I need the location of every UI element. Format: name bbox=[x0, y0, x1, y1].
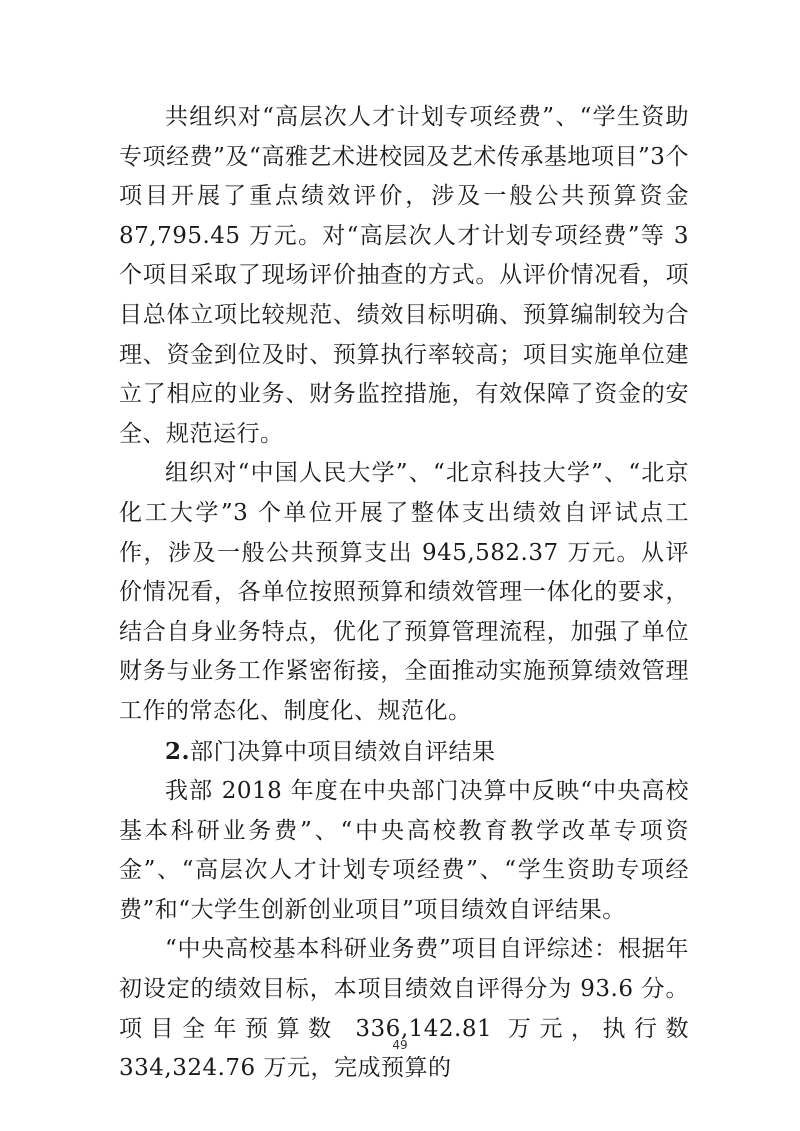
paragraph-pilot-evaluation: 组织对“中国人民大学”、“北京科技大学”、“北京化工大学”3 个单位开展了整体支出绩效自评试点工作，涉及一般公共预算支出 945,582.37 万元。从评价情况看，各单位按照预算和绩效管理一体化的要求，结合自身业务特点，优化了预算管理流程，加强了单位财务与业务工作紧密衔接，全面推动实施预算绩效管理工作的常态化、制度化、规范化。 bbox=[119, 460, 689, 724]
document-body bbox=[119, 98, 689, 1089]
paragraph-research-fund-summary: “中央高校基本科研业务费”项目自评综述：根据年初设定的绩效目标，本项目绩效自评得分为 93.6 分。项目全年预算数 336,142.81 万元，执行数 334,324.76 万元，完成预算的 bbox=[119, 936, 689, 1082]
paragraph-final-accounts: 我部 2018 年度在中央部门决算中反映“中央高校基本科研业务费”、“中央高校教育教学改革专项资金”、“高层次人才计划专项经费”、“学生资助专项经费”和“大学生创新创业项目”项目绩效自评结果。 bbox=[119, 778, 689, 923]
page-number: 49 bbox=[392, 1038, 408, 1052]
paragraph-key-evaluation: 共组织对“高层次人才计划专项经费”、“学生资助专项经费”及“高雅艺术进校园及艺术传承基地项目”3个项目开展了重点绩效评价，涉及一般公共预算资金 87,795.45 万元。对“高层次人才计划专项经费”等 3 个项目采取了现场评价抽查的方式。从评价情况看，项目总体立项比较规范、绩效目标明确、预算编制较为合理、资金到位及时、预算执行率较高；项目实施单位建立了相应的业务、财务监控措施，有效保障了资金的安全、规范运行。 bbox=[119, 104, 689, 447]
section-heading bbox=[119, 732, 689, 773]
section-heading-title: 部门决算中项目绩效自评结果 bbox=[190, 738, 496, 765]
section-heading-number: 2. bbox=[165, 737, 191, 765]
